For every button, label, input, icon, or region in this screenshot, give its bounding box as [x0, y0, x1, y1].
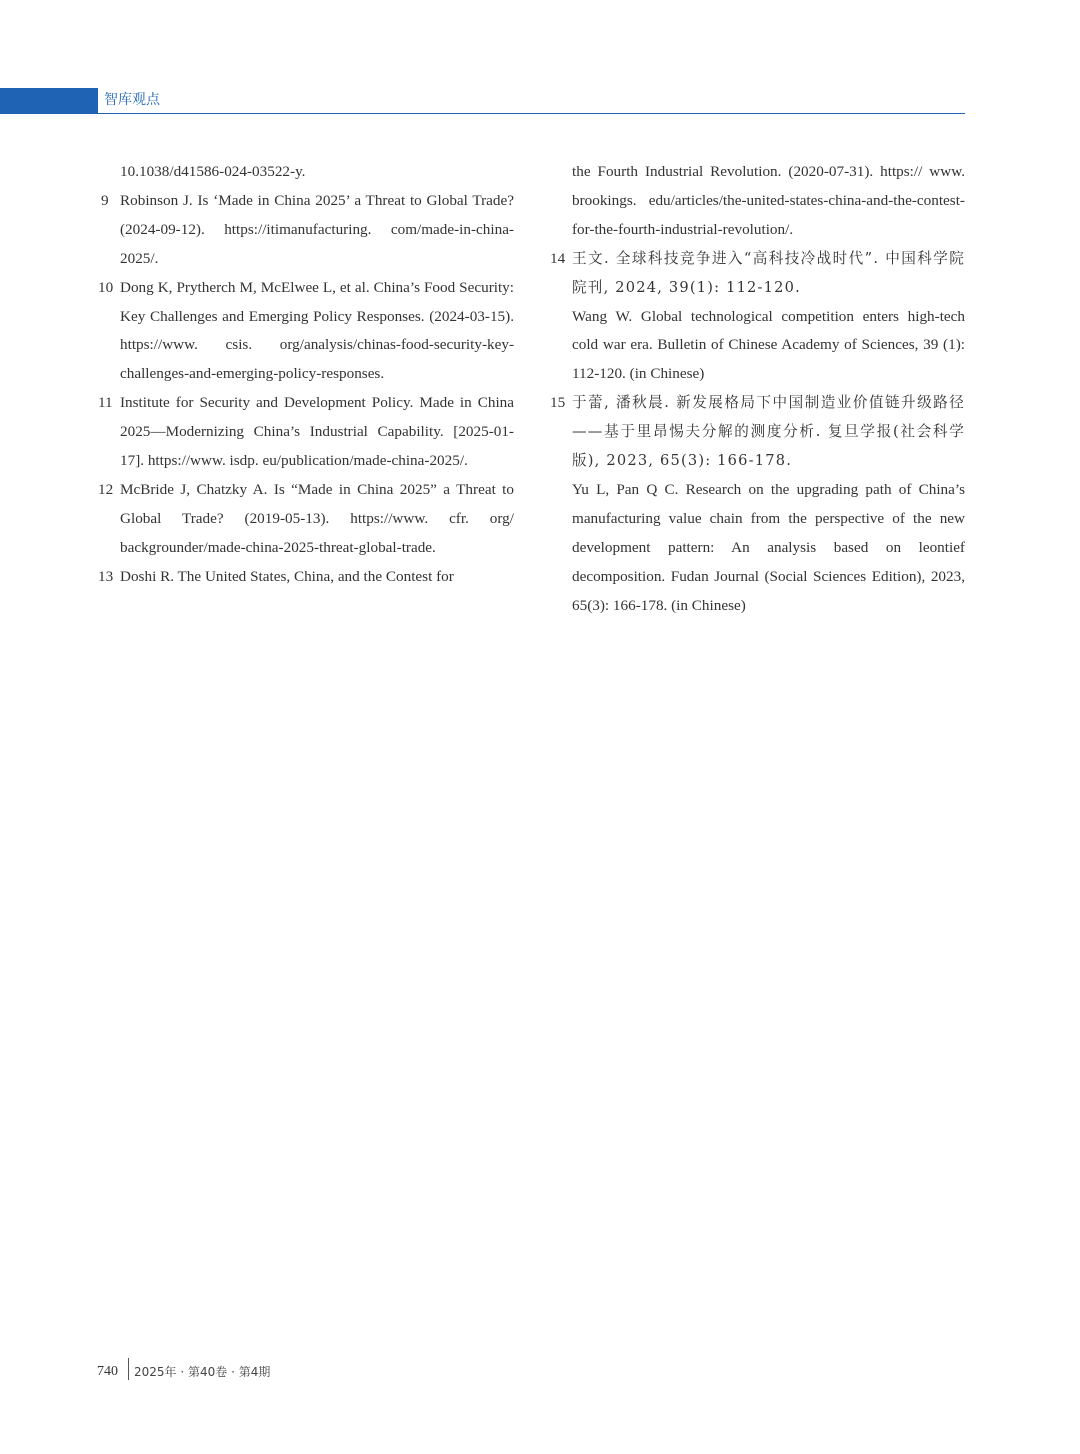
- reference-number: 11: [98, 394, 113, 412]
- reference-item: [98, 187, 514, 274]
- reference-text: Wang W. Global technological competition enters high-tech cold war era. Bulletin of Chinese Academy of Sciences, 39 (1): 112-120. (in Chinese): [572, 307, 965, 383]
- reference-number: 10: [98, 278, 114, 296]
- reference-text: Dong K, Prytherch M, McElwee L, et al. China’s Food Security: Key Challenges and Emerging Policy Responses. (2024-03-15). https://www. csis. org/analysis/chinas-food-security-key-challenges-and-emerging-policy-responses.: [120, 278, 514, 383]
- reference-text: Institute for Security and Development Policy. Made in China 2025—Modernizing China’s Industrial Capability. [2025-01-17]. https://www. isdp. eu/publication/made-china-2025/.: [120, 394, 514, 470]
- reference-item: [550, 158, 965, 245]
- header-divider: [98, 113, 965, 114]
- header-accent-bar: [0, 88, 98, 114]
- reference-item: [98, 158, 514, 187]
- reference-text: 王文. 全球科技竞争进入“高科技冷战时代”. 中国科学院院刊, 2024, 39(1): 112-120.: [572, 249, 965, 296]
- reference-number: 14: [550, 249, 566, 267]
- reference-number: 12: [98, 480, 114, 498]
- reference-text: Doshi R. The United States, China, and the Contest for: [120, 567, 454, 585]
- reference-text: Yu L, Pan Q C. Research on the upgrading path of China’s manufacturing value chain from the perspective of the new development pattern: An analysis based on leontief decomposition. Fudan Journal (Social Sciences Edition), 2023, 65(3): 166-178. (in Chinese): [572, 480, 965, 614]
- issue-info: 2025年 · 第40卷 · 第4期: [134, 1365, 271, 1379]
- references-right-column: [550, 158, 965, 621]
- section-title: 智库观点: [104, 92, 160, 108]
- reference-item: [98, 563, 514, 592]
- reference-item-translation: [550, 476, 965, 621]
- reference-text: the Fourth Industrial Revolution. (2020-07-31). https:// www. brookings. edu/articles/the-united-states-china-and-the-contest-for-the-fourth-industrial-revolution/.: [572, 163, 965, 238]
- reference-item: [98, 274, 514, 390]
- references-left-column: [98, 158, 514, 592]
- reference-number: 15: [550, 394, 566, 412]
- reference-text: 于蕾, 潘秋晨. 新发展格局下中国制造业价值链升级路径——基于里昂惕夫分解的测度分析. 复旦学报(社会科学版), 2023, 65(3): 166-178.: [572, 394, 965, 470]
- reference-item: [98, 476, 514, 563]
- reference-text: 10.1038/d41586-024-03522-y.: [120, 163, 306, 180]
- reference-item-translation: [550, 303, 965, 390]
- reference-item: [98, 389, 514, 476]
- reference-text: McBride J, Chatzky A. Is “Made in China 2025” a Threat to Global Trade? (2019-05-13). https://www. cfr. org/ backgrounder/made-china-2025-threat-global-trade.: [120, 480, 514, 556]
- reference-text: Robinson J. Is ‘Made in China 2025’ a Threat to Global Trade? (2024-09-12). https://itimanufacturing. com/made-in-china-2025/.: [120, 191, 514, 267]
- reference-item-chinese: [550, 389, 965, 476]
- page-number: 740: [97, 1364, 118, 1379]
- reference-item-chinese: [550, 245, 965, 303]
- reference-number: 13: [98, 567, 114, 585]
- footer-divider: [128, 1358, 129, 1380]
- reference-number: 9: [101, 191, 109, 209]
